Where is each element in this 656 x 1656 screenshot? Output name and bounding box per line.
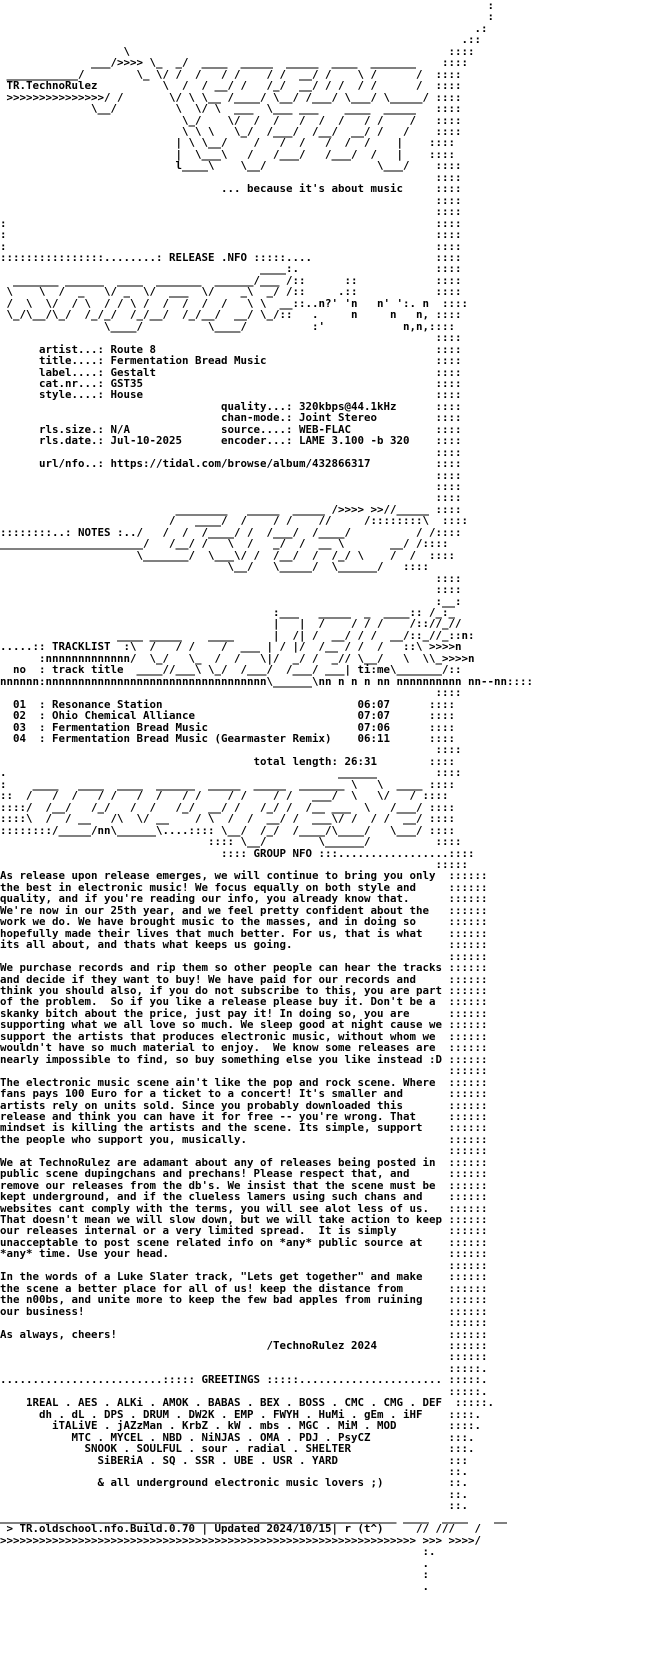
nfo-line: :::: (0, 743, 462, 757)
nfo-line: fans pays 100 Euro for a ticket to a concert! It's smaller and :::::: (0, 1087, 488, 1101)
nfo-line: the people who support you, musically. :::::: (0, 1132, 488, 1146)
nfo-line: the n00bs, and unite more to keep the few bad apples from ruining :::::: (0, 1293, 488, 1307)
nfo-line: ______________________/ /__/ / \ / _/ / __ \ __/ /:::: (0, 537, 449, 551)
nfo-line: :::: (0, 205, 462, 219)
nfo-line: /TechnoRulez 2024 :::::: (0, 1339, 488, 1353)
nfo-line: l____\ \__/ \___/ :::: (0, 159, 462, 173)
nfo-line: websites cant comply with the terms, you will see alot less of us. :::::: (0, 1201, 488, 1215)
nfo-line: | | / / / / /:://_// (0, 617, 462, 631)
nfo-line: :::::: (0, 949, 488, 963)
nfo-line: remove our releases from the db's. We insist that the scene must be :::::: (0, 1178, 488, 1192)
nfo-line: ::::/ /__/ /_/ / / /_/ __/ / /_/ / /__ ___ \ /___/ :::: (0, 800, 456, 814)
nfo-line: :___ _____ _ ____:: /_:_ (0, 606, 456, 620)
nfo-line: the scene a better place for all of us! keep the distance from :::::: (0, 1281, 488, 1295)
nfo-line: : (0, 10, 495, 24)
nfo-line: : (0, 1568, 430, 1582)
nfo-line: ::::\ / / __ /\ \/ __ / \ / / __/ / ___\/ / / / __/ :::: (0, 812, 456, 826)
nfo-line: : :::: (0, 216, 462, 230)
nfo-line: work we do. We have brought music to the masses, and in doing so :::::: (0, 915, 488, 929)
nfo-line: hopefully made their lives that much better. For us, that is what :::::: (0, 926, 488, 940)
nfo-line: .........................::::: GREETINGS :::::...................... :::::. (0, 1373, 488, 1387)
nfo-line: > TR.oldschool.nfo.Build.0.70 | Updated 2024/10/15| r (t^) // /// / (0, 1522, 482, 1536)
nfo-line: rls.date.: Jul-10-2025 encoder...: LAME 3.100 -b 320 :::: (0, 434, 462, 448)
nfo-line: As always, cheers! :::::: (0, 1327, 488, 1341)
nfo-line: :::: (0, 468, 462, 482)
nfo-line: ::::::::..: NOTES :../ / / /____/ / /___/ /____/ / /:::: (0, 525, 462, 539)
nfo-line: nearly impossible to find, so buy something else you like instead :D :::::: (0, 1052, 488, 1066)
nfo-line: \__/ \_____/ \______/ :::: (0, 560, 430, 574)
nfo-line: :::::. (0, 1361, 488, 1375)
nfo-line: mindset is killing the artists and the scene. Its simple, support :::::: (0, 1121, 488, 1135)
nfo-line: unacceptable to post scene related info on *any* public source at :::::: (0, 1235, 488, 1249)
nfo-line: quality, and if you're reading our info, you already know that. :::::: (0, 892, 488, 906)
nfo-line: / \ \/ / \ / / \ / / / / / \ \ __::..n?' 'n n' ':. n :::: (0, 296, 469, 310)
nfo-line: : :::: (0, 239, 462, 253)
nfo-line: \ :::: (0, 44, 475, 58)
nfo-line: . (0, 1556, 430, 1570)
nfo-line: ::::: (0, 857, 469, 871)
nfo-line: : ____ ____ ____ ______ _____ _____ _______ \ \ ____ :::: (0, 777, 456, 791)
nfo-line: our releases internal or a very limited spread. It is simply :::::: (0, 1224, 488, 1238)
nfo-line: release and think you can have it for free -- you're wrong. That :::::: (0, 1109, 488, 1123)
nfo-line: ::::::::::::::::........: RELEASE .NFO :::::.... :::: (0, 250, 462, 264)
nfo-line: We're now in our 25th year, and we feel pretty confident about the :::::: (0, 903, 488, 917)
nfo-line: rls.size.: N/A source....: WEB-FLAC :::: (0, 422, 462, 436)
nfo-line: label....: Gestalt :::: (0, 365, 462, 379)
nfo-line: \_______/ \___\/ / /__/ / /_/ \ / / :::: (0, 548, 456, 562)
nfo-line: As release upon release emerges, we will continue to bring you only :::::: (0, 869, 488, 883)
nfo-line: :::: (0, 193, 462, 207)
nfo-line: That doesn't mean we will slow down, but we will take action to keep :::::: (0, 1213, 488, 1227)
nfo-line: : (0, 0, 495, 12)
nfo-line: ::. (0, 1487, 469, 1501)
nfo-line: iTALiVE . jAZzMan . KrbZ . kW . mbs . MGC . MiM . MOD ::::. (0, 1419, 482, 1433)
nfo-line: artists rely on units sold. Since you probably downloaded this :::::: (0, 1098, 488, 1112)
nfo-line: \__/ \ \/ \ ___ \___ ___ ____ _____ :::: (0, 102, 462, 116)
nfo-line: . ______ :::: (0, 766, 462, 780)
nfo-line: :::: (0, 480, 462, 494)
nfo-line: :::: \__/ \______/ :::: (0, 835, 462, 849)
nfo-line: :::::: (0, 1064, 488, 1078)
nfo-line: 01 : Resonance Station 06:07 :::: (0, 697, 456, 711)
nfo-line: :::: (0, 583, 462, 597)
nfo-line: of the problem. So if you like a release please buy it. Don't be a :::::: (0, 995, 488, 1009)
nfo-line: support the artists that produces electronic music, without whom we :::::: (0, 1029, 488, 1043)
nfo-line: quality...: 320kbps@44.1kHz :::: (0, 399, 462, 413)
nfo-line: ____ _____ ____ | /| / __/ / / __/::_//_::n: (0, 628, 475, 642)
nfo-line: >>>>>>>>>>>>>>>/ / \/ \ \__ /____/ \__/ /___/ \___/ \_____/ :::: (0, 90, 462, 104)
nfo-line: supporting what we all love so much. We sleep good at night cause we :::::: (0, 1018, 488, 1032)
nfo-line: :nnnnnnnnnnnnn/ \_/ \_ / / \|/ _/ / _// \__/ \ \\_>>>>n (0, 651, 475, 665)
nfo-line: ... because it's about music :::: (0, 182, 462, 196)
nfo-line: \ \ \ \_/ /___/ /__/ __/ / / :::: (0, 124, 462, 138)
nfo-line: We purchase records and rip them so other people can hear the tracks :::::: (0, 961, 488, 975)
nfo-line: TR.TechnoRulez \ / / __/ / /_/ __/ / / / / / :::: (0, 79, 462, 93)
nfo-line: our business! :::::: (0, 1304, 488, 1318)
nfo-line: ________ _____ _____ />>>> >>//_____ :::: (0, 502, 462, 516)
nfo-line: kept underground, and if the clueless lamers using such chans and :::::: (0, 1190, 488, 1204)
nfo-line: ::. (0, 1499, 469, 1513)
nfo-line: public scene dupingchans and prechans! Please respect that, and :::::: (0, 1167, 488, 1181)
nfo-line: style....: House :::: (0, 388, 462, 402)
nfo-line: artist...: Route 8 :::: (0, 342, 462, 356)
nfo-line: :::: (0, 686, 462, 700)
nfo-line: total length: 26:31 :::: (0, 754, 456, 768)
nfo-line: :::: (0, 331, 462, 345)
nfo-line: In the words of a Luke Slater track, "Lets get together" and make :::::: (0, 1270, 488, 1284)
nfo-line: SiBERiA . SQ . SSR . UBE . USR . YARD ::: (0, 1453, 469, 1467)
nfo-line: :::::. (0, 1384, 488, 1398)
nfo-line: :: / / / / / / / / / / / / / ___/ \ \/ / :::: (0, 789, 449, 803)
nfo-line: | \ \__/ / / / / / / | :::: (0, 136, 456, 150)
nfo-line: the best in electronic music! We focus equally on both style and :::::: (0, 880, 488, 894)
nfo-line: ____:. :::: (0, 262, 462, 276)
nfo-line: _______ ______ ____ _______ ______/___ /:: :: :::: (0, 273, 462, 287)
nfo-line: :::::: (0, 1258, 488, 1272)
nfo-line: :::::: (0, 1144, 488, 1158)
nfo-line: | \___\ / /___/ /___/ / | :::: (0, 147, 456, 161)
nfo-line: dh . dL . DPS . DRUM . DW2K . EMP . FWYH . HuMi . gEm . iHF ::::. (0, 1407, 482, 1421)
nfo-line: The electronic music scene ain't like the pop and rock scene. Where :::::: (0, 1075, 488, 1089)
nfo-line: . (0, 1579, 430, 1593)
nfo-line: :::::: (0, 1350, 488, 1364)
nfo-line: 1REAL . AES . ALKi . AMOK . BABAS . BEX . BOSS . CMC . CMG . DEF :::::. (0, 1396, 495, 1410)
nfo-line: .....:: TRACKLIST :\ / / / / ___ | / |/ /__ / / / ::\ >>>>n (0, 640, 462, 654)
nfo-line: ___/>>>> \_ _/ ____ _____ _____ ____ _______ :::: (0, 56, 469, 70)
nfo-line: ::. (0, 1465, 469, 1478)
nfo-line: / ____/ / / / // /::::::::\ :::: (0, 514, 469, 528)
nfo-line: .: (0, 21, 488, 35)
nfo-line: :__: (0, 594, 462, 608)
nfo-line: :. (0, 1545, 436, 1559)
nfo-line: : :::: (0, 228, 462, 242)
nfo-line: chan-mode.: Joint Stereo :::: (0, 411, 462, 425)
nfo-line: :::: (0, 445, 462, 459)
nfo-line: *any* time. Use your head. :::::: (0, 1247, 488, 1261)
nfo-line: :::: (0, 571, 462, 585)
nfo-line: MTC . MYCEL . NBD . NiNJAS . OMA . PDJ . PsyCZ :::. (0, 1430, 475, 1444)
nfo-line: wouldn't have so much material to enjoy. We know some releases are :::::: (0, 1041, 488, 1055)
nfo-line: _____________________________________________________________ ____ ____ __ (0, 1510, 508, 1524)
nfo-line: ::::::::/_____/nn\______\....:::: \__/ /_/ /____/\____/ \___/ :::: (0, 823, 456, 837)
nfo-line: We at TechnoRulez are adamant about any of releases being posted in :::::: (0, 1155, 488, 1169)
nfo-line: cat.nr...: GST35 :::: (0, 376, 462, 390)
nfo-line: .:: (0, 33, 482, 47)
nfo-line: 03 : Fermentation Bread Music 07:06 :::: (0, 720, 456, 734)
nfo-line: title....: Fermentation Bread Music :::: (0, 354, 462, 368)
nfo-line: :::: (0, 491, 462, 505)
nfo-line: and decide if they want to buy! We have paid for our records and :::::: (0, 972, 488, 986)
nfo-line: & all underground electronic music lovers ;) ::. (0, 1476, 469, 1490)
nfo-line: 04 : Fermentation Bread Music (Gearmaster Remix) 06:11 :::: (0, 732, 456, 745)
nfo-line: \____/ \____/ :' n,n,:::: (0, 319, 456, 333)
nfo-line: :::: GROUP NFO :::.................:::: (0, 846, 475, 860)
nfo-line: \ \ / _ \/ _ \/ ___ \/ _\ _/ /:: .:: :::: (0, 285, 462, 299)
nfo-line: no : track title ____//___\ \_/ /___/ /___/ ___| ti:me\_______/:: (0, 663, 462, 677)
nfo-line: \_/\__/\_/ /_/_/ /_/__/ /_/__/ __/ \_/:: . n n n, :::: (0, 308, 462, 322)
nfo-line: its all about, and thats what keeps us going. :::::: (0, 938, 488, 952)
nfo-line: ___________/ \_ \/ / / / / / / __/ / \ / / :::: (0, 67, 462, 81)
nfo-line: think you should also, if you do not subscribe to this, you are part :::::: (0, 983, 488, 997)
url-nfo-link[interactable]: url/nfo..: https://tidal.com/browse/album/432866317 :::: (0, 457, 462, 471)
nfo-line: >>>>>>>>>>>>>>>>>>>>>>>>>>>>>>>>>>>>>>>>>>>>>>>>>>>>>>>>>>>>>>>> >>> >>>>/ (0, 1533, 482, 1547)
nfo-line: SNOOK . SOULFUL . sour . radial . SHELTER :::. (0, 1442, 475, 1456)
nfo-line: \_/ \/ / / / / / / / / :::: (0, 113, 462, 127)
nfo-line: nnnnnn:nnnnnnnnnnnnnnnnnnnnnnnnnnnnnnnnnn\______\nn n n n nn nnnnnnnnnn nn--nn:::: (0, 674, 534, 688)
nfo-line: 02 : Ohio Chemical Alliance 07:07 :::: (0, 709, 456, 723)
nfo-line: skanky bitch about the price, just pay it! In doing so, you are :::::: (0, 1006, 488, 1020)
nfo-line: :::::: (0, 1316, 488, 1330)
nfo-line: :::: (0, 170, 462, 184)
